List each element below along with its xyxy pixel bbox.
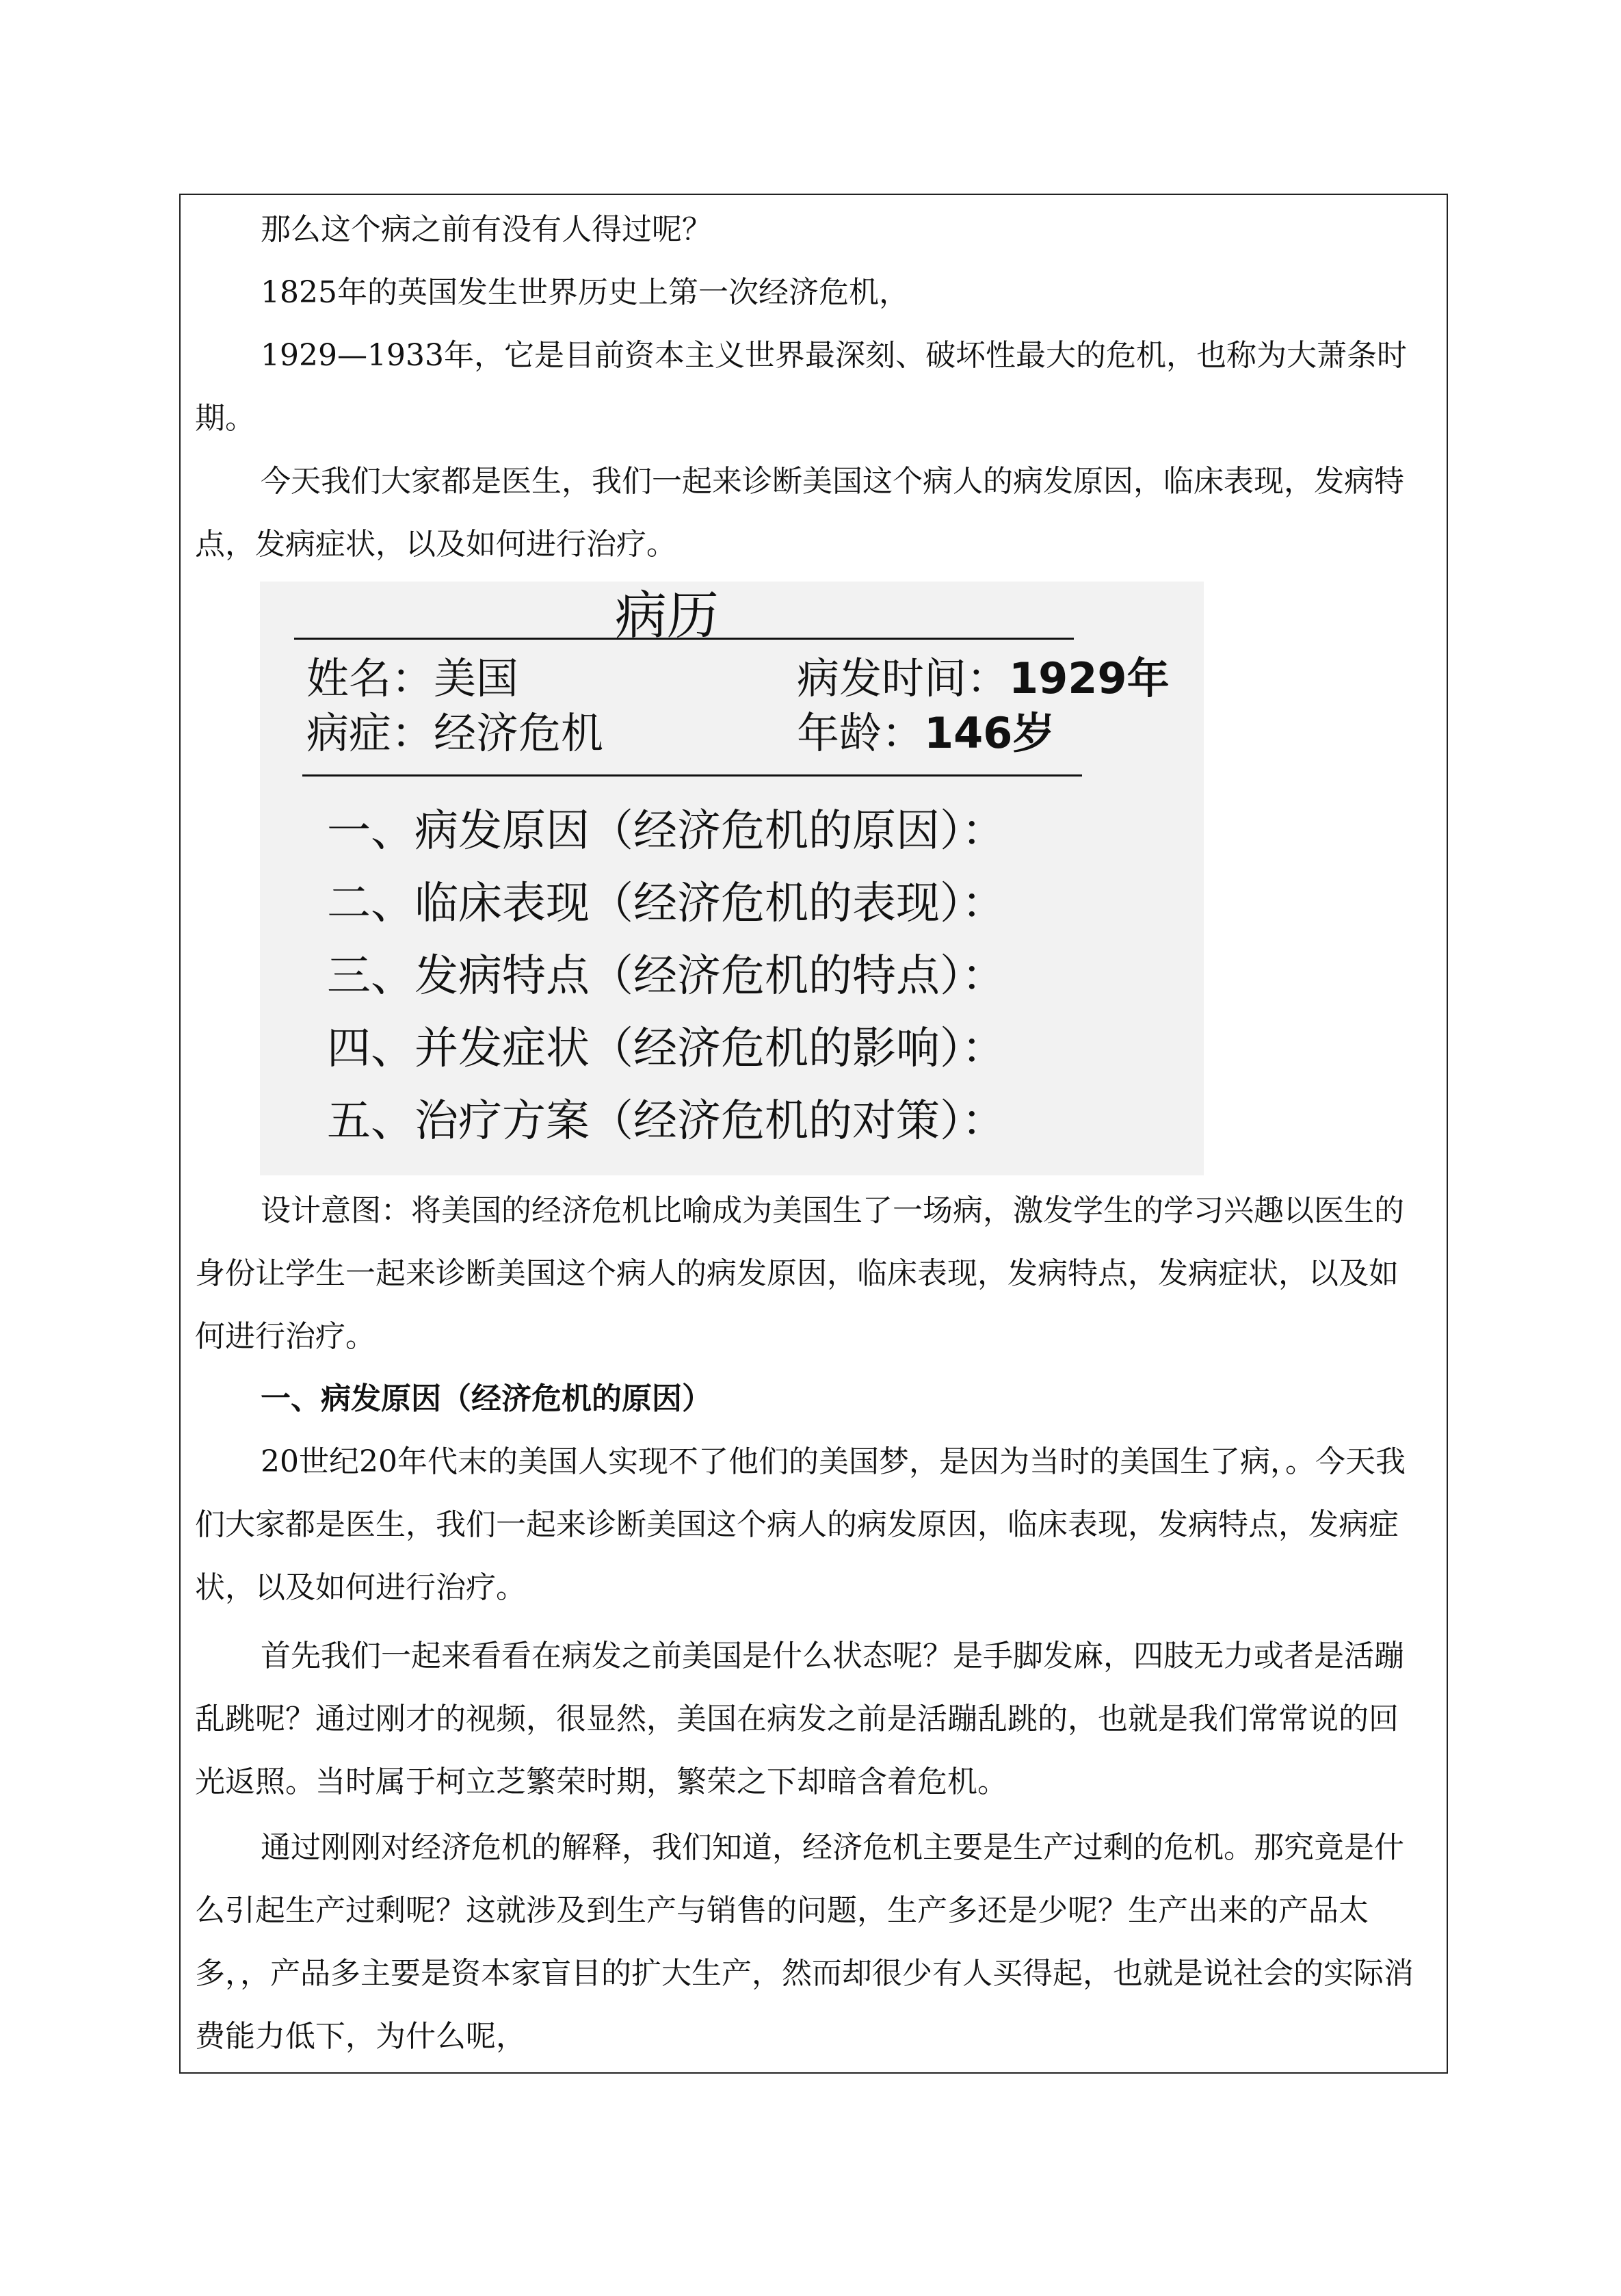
paragraph-explanation: 通过刚刚对经济危机的解释，我们知道，经济危机主要是生产过剩的危机。那究竟是什么引起生产过剩呢？这就涉及到生产与销售的问题，生产多还是少呢？生产出来的产品太多，，产品多主要是资本家盲目的扩大生产，然而却很少有人买得起，也就是说社会的实际消费能力低下，为什么呢，	[195, 1830, 1414, 2054]
onset-field: 病发时间：1929年	[797, 653, 1170, 703]
card-divider-bottom	[302, 774, 1082, 777]
age-field: 年龄：146岁	[797, 708, 1055, 758]
record-item: 三、发病特点（经济危机的特点）：	[327, 951, 1005, 1002]
record-item: 四、并发症状（经济危机的影响）：	[327, 1023, 1005, 1074]
record-item: 一、病发原因（经济危机的原因）：	[327, 806, 1005, 857]
section-heading: 一、病发原因（经济危机的原因）	[261, 1381, 712, 1416]
paragraph-first: 首先我们一起来看看在病发之前美国是什么状态呢？是手脚发麻，四肢无力或者是活蹦乱跳呢？通过刚才的视频，很显然，美国在病发之前是活蹦乱跳的，也就是我们常常说的回光返照。当时属于柯立芝繁荣时期，繁荣之下却暗含着危机。	[195, 1639, 1404, 1799]
card-title: 病历	[615, 585, 719, 646]
paragraph-1920s: 20世纪20年代末的美国人实现不了他们的美国梦，是因为当时的美国生了病，。今天我们大家都是医生，我们一起来诊断美国这个病人的病发原因，临床表现，发病特点，发病症状，以及如何进行治疗。	[195, 1444, 1406, 1605]
record-item: 二、临床表现（经济危机的表现）：	[327, 878, 1005, 929]
intro-1825: 1825年的英国发生世界历史上第一次经济危机，	[261, 275, 909, 310]
disease-field: 病症：经济危机	[306, 708, 604, 758]
record-items	[327, 795, 1005, 1158]
medical-record-card	[260, 582, 1204, 1175]
intro-today: 今天我们大家都是医生，我们一起来诊断美国这个病人的病发原因，临床表现，发病特点，发病症状，以及如何进行治疗。	[195, 464, 1404, 562]
record-item: 五、治疗方案（经济危机的对策）：	[327, 1096, 1005, 1147]
intro-question: 那么这个病之前有没有人得过呢？	[261, 212, 712, 247]
intro-1929: 1929—1933年，它是目前资本主义世界最深刻、破坏性最大的危机，也称为大萧条时期。	[195, 338, 1407, 436]
card-divider-top	[294, 638, 1074, 640]
name-field: 姓名：美国	[306, 653, 519, 703]
design-intent: 设计意图：将美国的经济危机比喻成为美国生了一场病，激发学生的学习兴趣以医生的身份让学生一起来诊断美国这个病人的病发原因，临床表现，发病特点，发病症状，以及如何进行治疗。	[195, 1193, 1404, 1354]
